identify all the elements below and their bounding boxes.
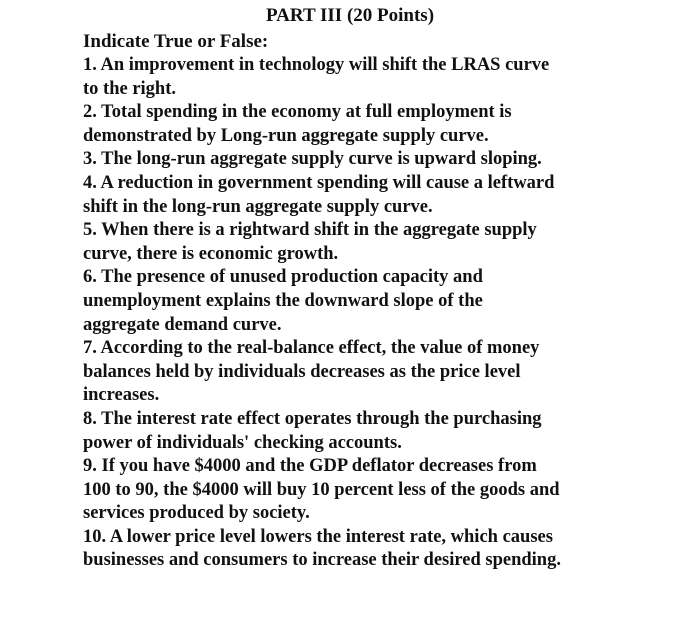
question-line: demonstrated by Long-run aggregate supply curve. <box>83 125 489 146</box>
question-item <box>83 101 683 148</box>
question-item <box>83 408 683 455</box>
question-item <box>83 54 683 101</box>
question-item <box>83 337 683 408</box>
question-line: to the right. <box>83 78 176 99</box>
question-line: 7. According to the real-balance effect, the value of money <box>83 338 540 359</box>
question-item <box>83 172 683 219</box>
question-item <box>83 526 683 573</box>
question-line: 5. When there is a rightward shift in the aggregate supply <box>83 220 537 241</box>
question-line: 6. The presence of unused production capacity and <box>83 267 483 288</box>
question-line: balances held by individuals decreases as the price level <box>83 361 521 382</box>
question-item <box>83 266 683 337</box>
question-line: increases. <box>83 385 160 406</box>
question-line: businesses and consumers to increase their desired spending. <box>83 550 561 571</box>
question-item <box>83 148 683 172</box>
question-item <box>83 219 683 266</box>
question-line: 3. The long-run aggregate supply curve is upward sloping. <box>83 149 542 170</box>
question-line: 1. An improvement in technology will shift the LRAS curve <box>83 55 550 75</box>
question-line: 9. If you have $4000 and the GDP deflator decreases from <box>83 456 537 477</box>
question-line: unemployment explains the downward slope of the <box>83 290 483 311</box>
question-line: 2. Total spending in the economy at full employment is <box>83 102 512 123</box>
question-line: services produced by society. <box>83 503 310 524</box>
question-line: aggregate demand curve. <box>83 314 282 335</box>
question-line: 100 to 90, the $4000 will buy 10 percent less of the goods and <box>83 479 560 500</box>
question-item <box>83 455 683 526</box>
question-line: 10. A lower price level lowers the interest rate, which causes <box>83 526 553 547</box>
question-line: power of individuals' checking accounts. <box>83 432 402 453</box>
question-line: shift in the long-run aggregate supply curve. <box>83 196 433 217</box>
instruction-text: Indicate True or False: <box>83 31 269 52</box>
question-line: 8. The interest rate effect operates through the purchasing <box>83 408 542 429</box>
question-list <box>83 54 683 573</box>
page-title: PART III (20 Points) <box>265 5 435 26</box>
question-line: 4. A reduction in government spending will cause a leftward <box>83 172 555 193</box>
question-line: curve, there is economic growth. <box>83 243 339 264</box>
